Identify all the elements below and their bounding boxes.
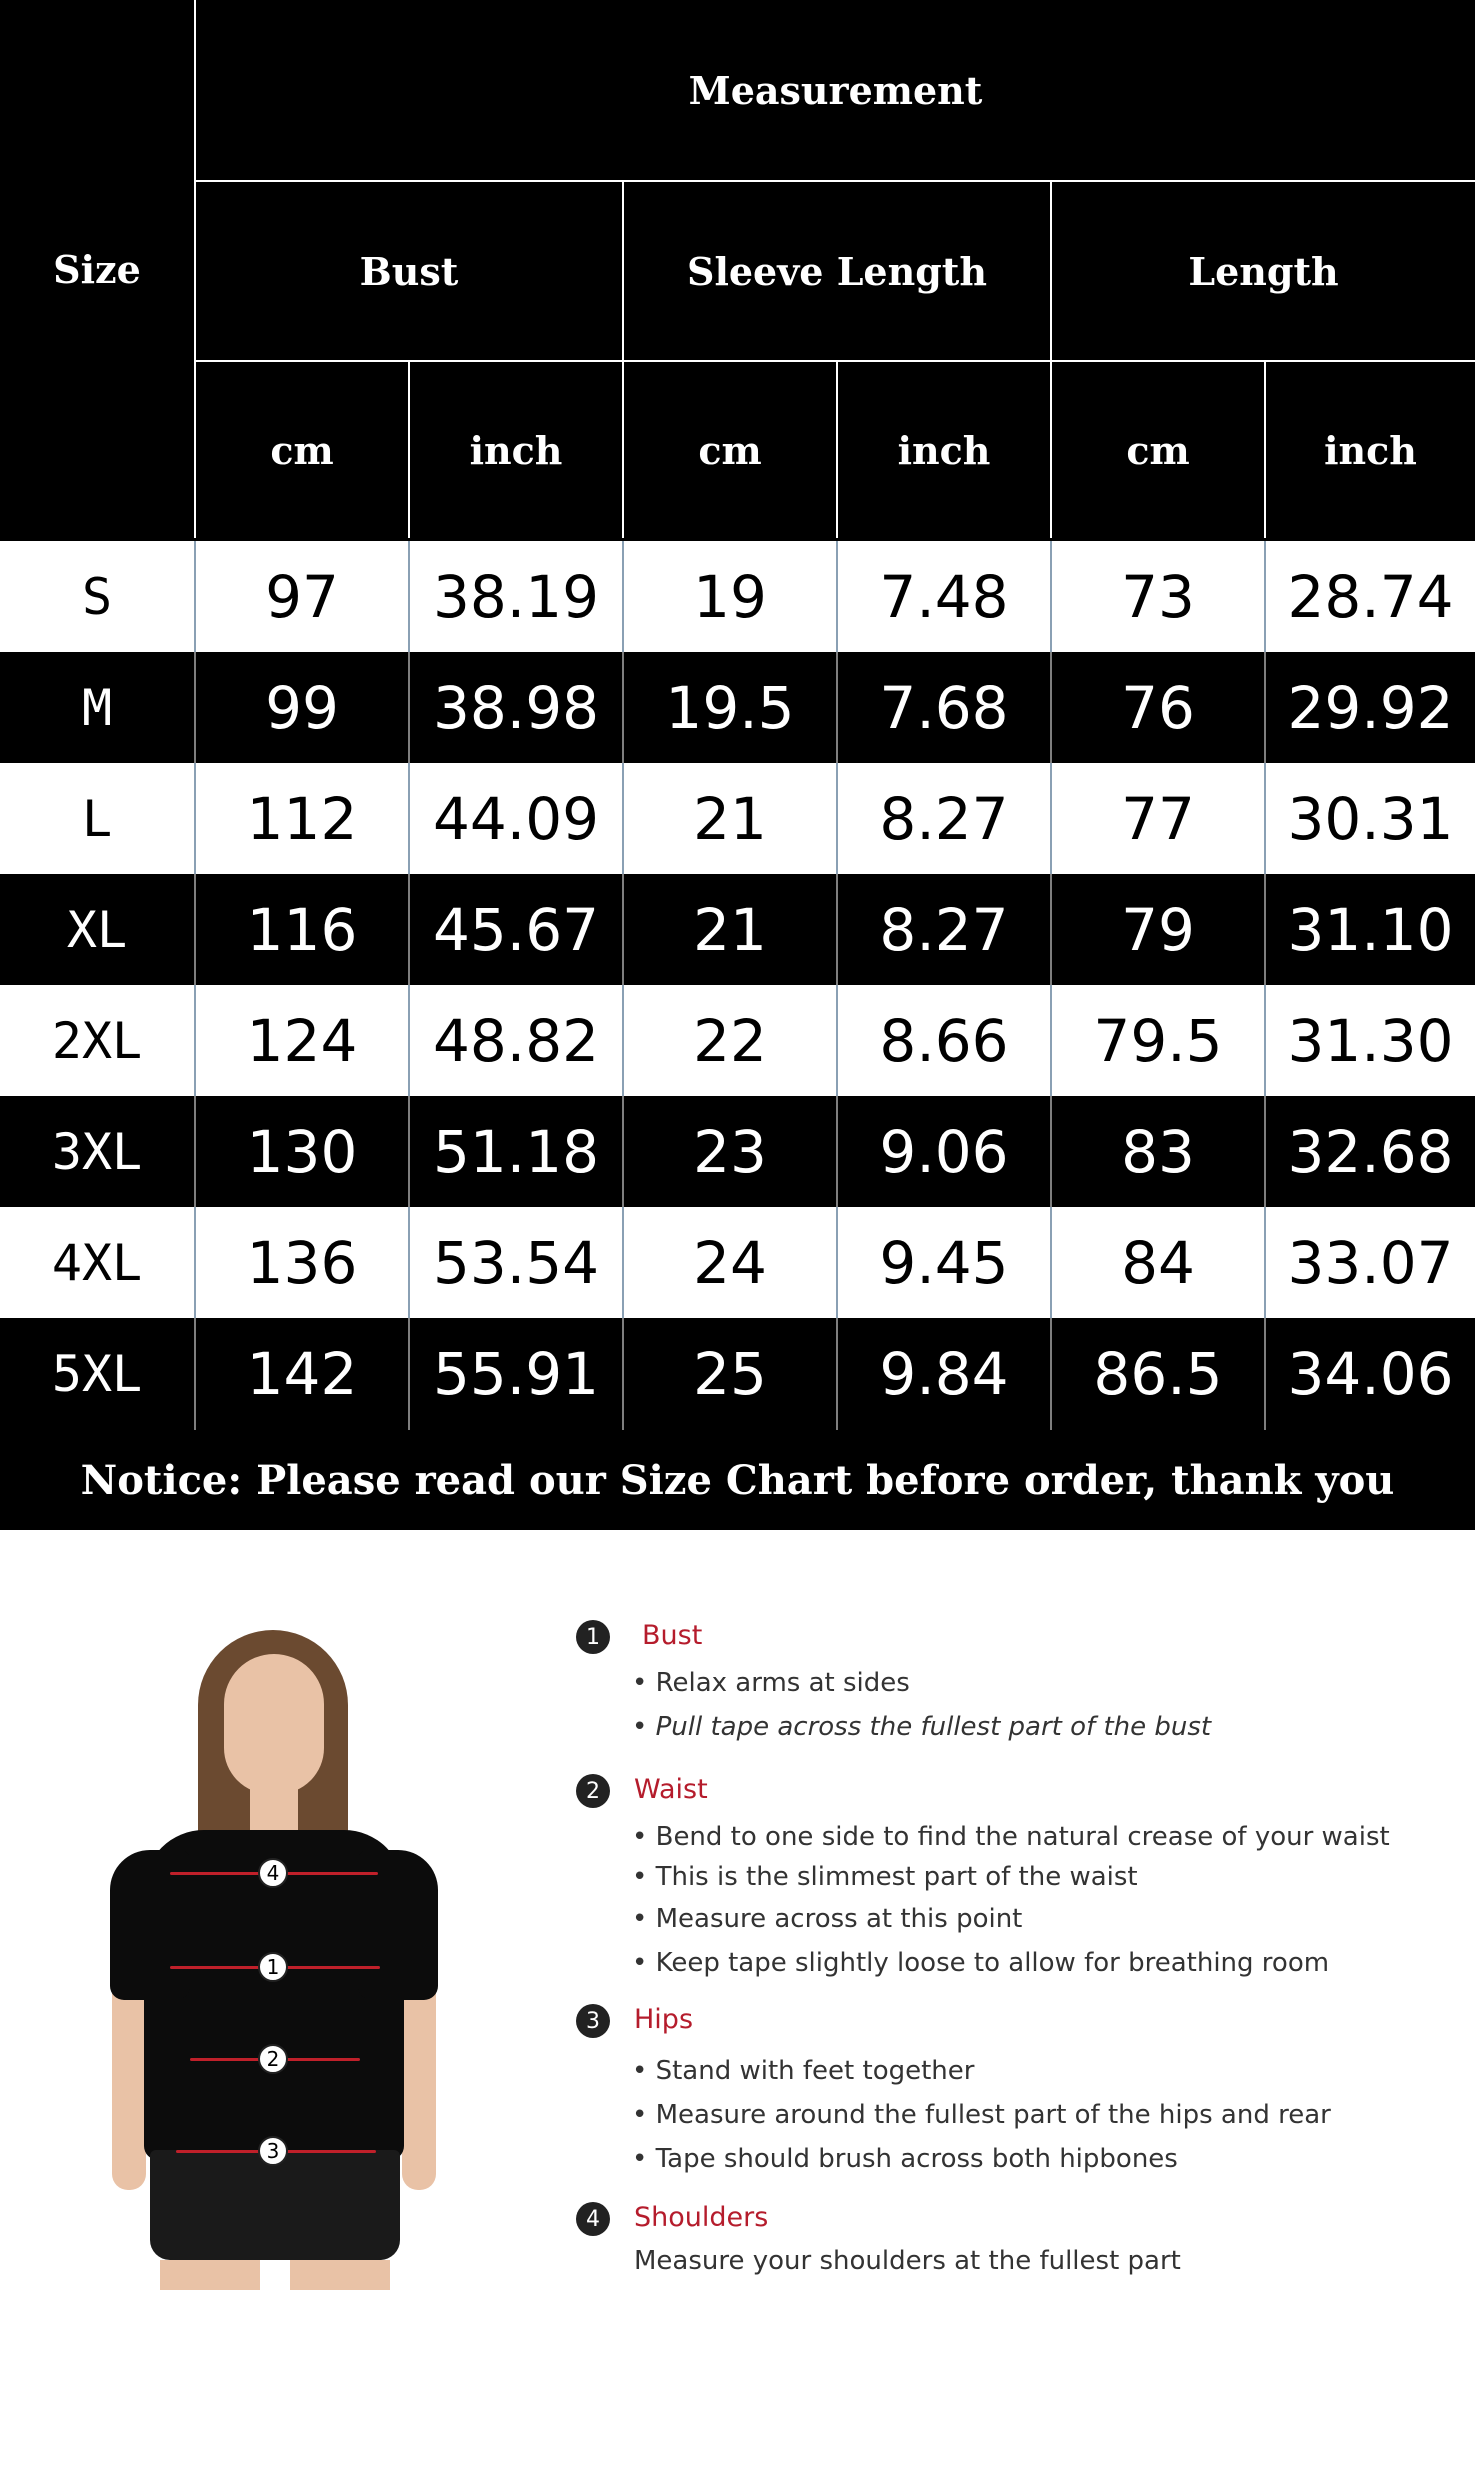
sleeve-cm-cell: 23 <box>622 1096 836 1208</box>
group-header-bust: Bust <box>359 248 459 294</box>
bust-inch-cell: 44.09 <box>408 763 622 875</box>
sleeve-inch-cell: 7.68 <box>836 652 1050 764</box>
sleeve-cm-cell: 19 <box>622 541 836 653</box>
unit-header: cm <box>270 427 334 473</box>
sleeve-cm-cell: 21 <box>622 874 836 986</box>
bust-inch-cell: 51.18 <box>408 1096 622 1208</box>
leg-shape <box>290 2260 390 2290</box>
length-inch-cell: 30.31 <box>1264 763 1475 875</box>
bust-cm-cell: 97 <box>194 541 408 653</box>
section-title-waist: Waist <box>634 1774 708 1805</box>
model-figure <box>100 1610 460 2290</box>
length-inch-cell: 34.06 <box>1264 1318 1475 1430</box>
notice-banner: Notice: Please read our Size Chart before order, thank you <box>0 1430 1475 1530</box>
grid-line <box>194 0 196 538</box>
group-header-sleeve-length: Sleeve Length <box>687 248 987 294</box>
sleeve-cm-cell: 25 <box>622 1318 836 1430</box>
sleeve-cm-cell: 22 <box>622 985 836 1097</box>
bust-inch-cell: 55.91 <box>408 1318 622 1430</box>
section-title-hips: Hips <box>634 2004 694 2035</box>
step-number: 3 <box>576 2004 610 2038</box>
guide-bullet: • Pull tape across the fullest part of the bust <box>632 1712 1212 1742</box>
size-cell: S <box>81 568 113 626</box>
section-title-bust: Bust <box>642 1620 703 1651</box>
guide-bullet: • Keep tape slightly loose to allow for breathing room <box>632 1948 1330 1978</box>
bust-cm-cell: 130 <box>194 1096 408 1208</box>
sleeve-cm-cell: 24 <box>622 1207 836 1319</box>
length-cm-cell: 77 <box>1050 763 1264 875</box>
size-cell: 4XL <box>51 1234 143 1292</box>
sleeve-inch-cell: 8.66 <box>836 985 1050 1097</box>
bust-inch-cell: 38.98 <box>408 652 622 764</box>
bust-inch-cell: 48.82 <box>408 985 622 1097</box>
table-row <box>0 652 1475 764</box>
bust-cm-cell: 124 <box>194 985 408 1097</box>
unit-header: inch <box>469 427 563 473</box>
step-number: 4 <box>576 2202 610 2236</box>
length-cm-cell: 76 <box>1050 652 1264 764</box>
table-row <box>0 874 1475 986</box>
section-title-shoulders: Shoulders <box>634 2202 769 2233</box>
step-number: 2 <box>576 1774 610 1808</box>
guide-bullet: • This is the slimmest part of the waist <box>632 1862 1138 1892</box>
step-number: 1 <box>576 1620 610 1654</box>
size-cell: 3XL <box>51 1123 143 1181</box>
grid-line <box>622 180 624 538</box>
bust-cm-cell: 142 <box>194 1318 408 1430</box>
length-inch-cell: 31.10 <box>1264 874 1475 986</box>
sleeve-cm-cell: 19.5 <box>622 652 836 764</box>
measure-marker: 3 <box>258 2136 288 2166</box>
table-row <box>0 1207 1475 1319</box>
face-shape <box>224 1654 324 1794</box>
size-cell: 5XL <box>51 1345 143 1403</box>
length-cm-cell: 73 <box>1050 541 1264 653</box>
length-cm-cell: 83 <box>1050 1096 1264 1208</box>
length-cm-cell: 84 <box>1050 1207 1264 1319</box>
measure-marker: 4 <box>258 1858 288 1888</box>
length-inch-cell: 29.92 <box>1264 652 1475 764</box>
bust-cm-cell: 112 <box>194 763 408 875</box>
size-cell: L <box>81 790 113 848</box>
guide-bullet: • Tape should brush across both hipbones <box>632 2144 1178 2174</box>
grid-line <box>408 360 410 538</box>
table-row <box>0 763 1475 875</box>
grid-line <box>1264 360 1266 538</box>
measure-marker: 1 <box>258 1952 288 1982</box>
bust-inch-cell: 45.67 <box>408 874 622 986</box>
length-cm-cell: 86.5 <box>1050 1318 1264 1430</box>
sleeve-inch-cell: 7.48 <box>836 541 1050 653</box>
size-cell: XL <box>66 901 128 959</box>
unit-header: inch <box>1324 427 1417 473</box>
bust-inch-cell: 53.54 <box>408 1207 622 1319</box>
grid-line <box>836 360 838 538</box>
bust-inch-cell: 38.19 <box>408 541 622 653</box>
length-cm-cell: 79 <box>1050 874 1264 986</box>
sleeve-inch-cell: 8.27 <box>836 874 1050 986</box>
guide-bullet: Measure your shoulders at the fullest part <box>634 2246 1181 2276</box>
guide-bullet: • Stand with feet together <box>632 2056 975 2086</box>
grid-line <box>1050 180 1052 538</box>
sleeve-inch-cell: 9.45 <box>836 1207 1050 1319</box>
size-cell: 2XL <box>51 1012 143 1070</box>
unit-header: cm <box>698 427 762 473</box>
measure-marker: 2 <box>258 2044 288 2074</box>
size-cell: M <box>81 679 113 737</box>
table-row <box>0 985 1475 1097</box>
sleeve-cm-cell: 21 <box>622 763 836 875</box>
sleeve-inch-cell: 8.27 <box>836 763 1050 875</box>
guide-bullet: • Bend to one side to find the natural crease of your waist <box>632 1822 1390 1852</box>
length-cm-cell: 79.5 <box>1050 985 1264 1097</box>
sleeve-inch-cell: 9.84 <box>836 1318 1050 1430</box>
leg-shape <box>160 2260 260 2290</box>
length-inch-cell: 31.30 <box>1264 985 1475 1097</box>
guide-bullet: • Measure across at this point <box>632 1904 1023 1934</box>
measurement-header: Measurement <box>688 67 983 113</box>
guide-bullet: • Relax arms at sides <box>632 1668 910 1698</box>
shorts-shape <box>150 2150 400 2260</box>
size-header: Size <box>53 246 141 292</box>
bust-cm-cell: 136 <box>194 1207 408 1319</box>
unit-header: inch <box>897 427 991 473</box>
bust-cm-cell: 116 <box>194 874 408 986</box>
length-inch-cell: 32.68 <box>1264 1096 1475 1208</box>
bust-cm-cell: 99 <box>194 652 408 764</box>
table-row <box>0 541 1475 653</box>
length-inch-cell: 33.07 <box>1264 1207 1475 1319</box>
table-row <box>0 1096 1475 1208</box>
sleeve-inch-cell: 9.06 <box>836 1096 1050 1208</box>
guide-bullet: • Measure around the fullest part of the hips and rear <box>632 2100 1331 2130</box>
grid-line <box>194 180 1475 182</box>
table-row <box>0 1318 1475 1430</box>
unit-header: cm <box>1126 427 1190 473</box>
grid-line <box>194 360 1475 362</box>
group-header-length: Length <box>1188 248 1339 294</box>
length-inch-cell: 28.74 <box>1264 541 1475 653</box>
